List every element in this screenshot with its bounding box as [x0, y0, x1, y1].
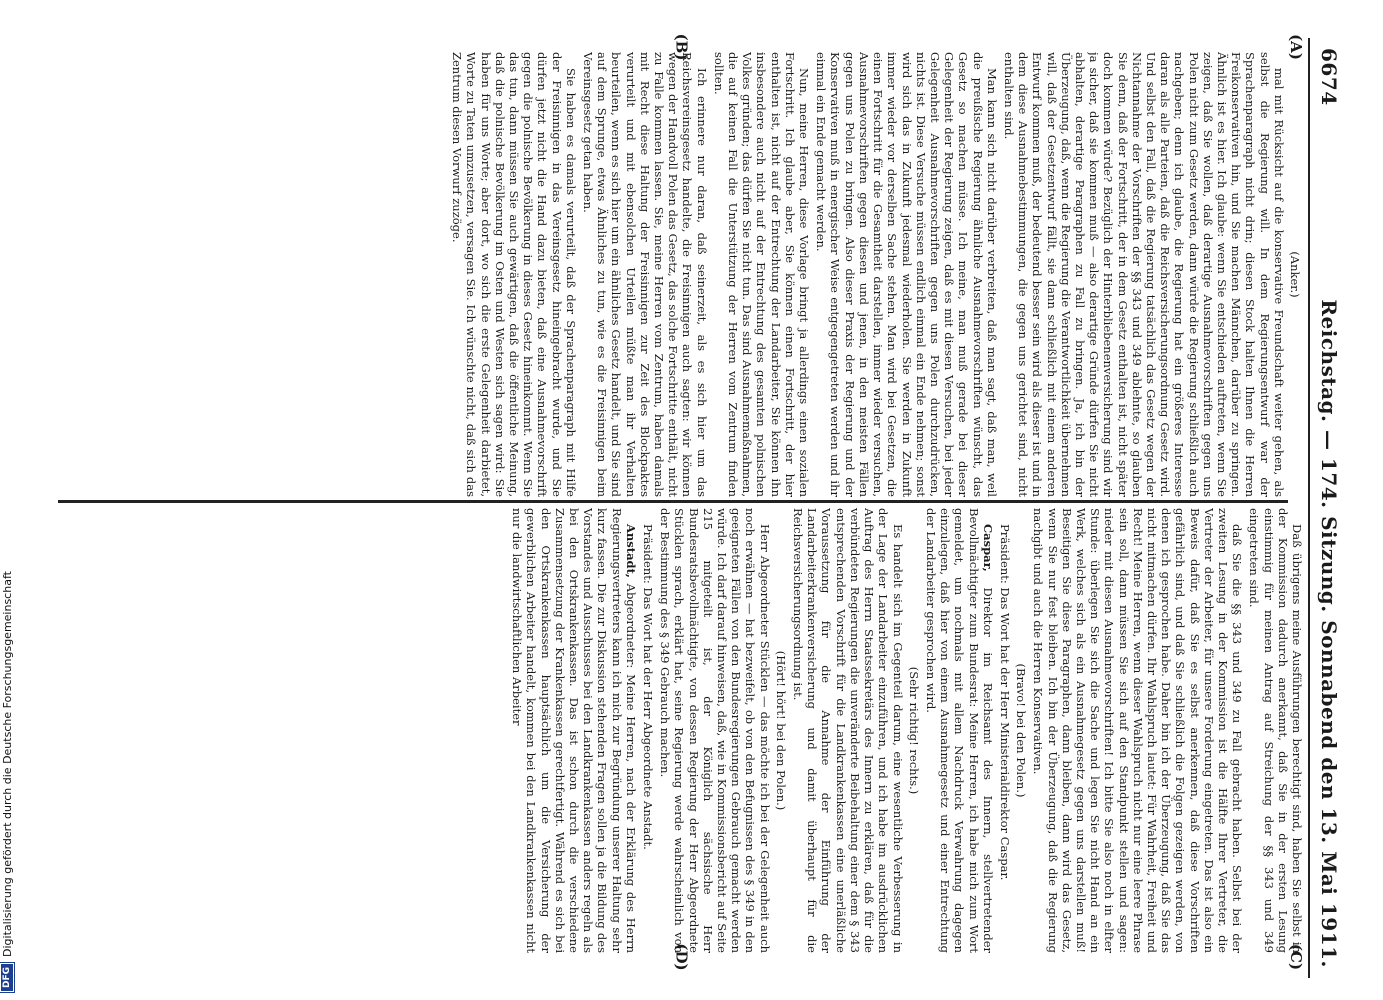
margin-marker-a: (A) — [1286, 34, 1305, 60]
anstadt-speech — [510, 508, 638, 953]
speaker-caspar: Caspar, — [980, 524, 995, 572]
caspar-speech — [924, 508, 995, 953]
credit-text: Digitalisierung gefördert durch die Deutsche Forschungsgemeinschaft — [0, 571, 14, 957]
margin-marker-d: (D) — [672, 943, 691, 971]
interjection-sehr-richtig: (Sehr richtig! rechts.) — [906, 666, 921, 795]
speaker-anstadt: Anstadt, — [623, 524, 638, 578]
interjection-bravo: (Bravo! bei den Polen.) — [1014, 663, 1029, 798]
scanned-page — [58, 33, 1348, 978]
page-header — [1308, 38, 1348, 978]
page-number: 6674 — [1317, 48, 1341, 106]
interjection-hort: (Hört! hört! bei den Polen.) — [773, 650, 788, 811]
right-column — [114, 508, 1304, 953]
dfg-logo: DFG — [0, 963, 14, 992]
left-column — [114, 52, 1304, 497]
caspar-speech-continued-2: Herr Abgeordneter Stücklen — das möchte ich bei der Gelegenheit auch noch erwähnen — hat bezweifelt, ob von den Befugnissen des § 349 in den geeigneten Fällen von den Bundesregierungen Gebrauch gemacht werden würde. Ich darf darauf hinweisen, daß, wie in Kommissionsbericht auf Seite 215 mitgeteilt ist, der Königlich sächsische Herr Bundesratsbevollmächtigte, von dessen Regierung der Herr Abgeordnete Stücklen sprach, erklärt hat, seine Regierung werde wahrscheinlich von der Bestimmung des § 349 Gebrauch machen. — [658, 508, 772, 953]
margin-marker-c: (C) — [1287, 943, 1306, 971]
speaker-tag: (Anker.) — [1288, 251, 1302, 298]
page-title: Reichstag. — 174. Sitzung. Sonnabend den 13. Mai 1911. — [1317, 299, 1341, 968]
left-paragraph: Ich erinnere nur daran, daß seinerzeit, als es sich hier um das Reichsvereinsgesetz handelte, die Freisinnigen auch sagten: wir können wegen der Handvoll Polen das Gesetz, das solche Fortschritte enthält, nicht zu Falle kommen lassen. Sie, meine Herren vom Zentrum, haben damals mit Recht diese Haltung der Freisinnigen zur Zeit des Blockpaktes verurteilt und mit ebensolchen Urteilen müßte man ihr Verhalten beurteilen, wenn es sich hier um ein ähnliches Gesetz handelt, und Sie sind auf dem Sprunge, etwas Ähnliches zu tun, wie es die Freisinnigen beim Vereinsgesetz getan haben. — [581, 52, 709, 497]
caspar-speech-continued: Es handelt sich im Gegenteil darum, eine wesentliche Verbesserung in der Lage der Landarbeiter einzuführen, und ich habe im ausdrücklichen Auftrag des Herrn Staatssekretärs des Innern zu erklären, daß für die verbündeten Regierungen die unveränderte Beibehaltung einer dem § 343 entsprechenden Vorschrift für die Landkrankenkassen eine unerläßliche Voraussetzung für die Annahme der Einführung der Landarbeiterkrankenversicherung und damit überhaupt für die Reichsversicherungsordnung ist. — [791, 508, 905, 953]
column-divider — [58, 500, 1288, 503]
caspar-speech-text: Direktor im Reichsamt des Innern, stellvertretender Bevollmächtigter zum Bundesrat: Meine Herren, ich habe mich zum Wort gemeldet, um nochmals mit allem Nachdruck Verwahrung dagegen einzulegen, daß hier von einem Ausnahmegesetz und einer Entrechtung der Landarbeiter gesprochen wird. — [923, 508, 995, 953]
right-paragraph: Daß übrigens meine Ausführungen berechtigt sind, haben Sie selbst in der Kommission dadurch anerkannt, daß Sie in der ersten Lesung einstimmig für meinen Antrag auf Streichung der §§ 343 und 349 eingetreten sind. — [1247, 508, 1304, 953]
credit-text-wrap — [0, 571, 14, 992]
anstadt-speech-text: Abgeordneter: Meine Herren, nach der Erklärung des Herrn Regierungsvertreters kann ich mich zur Begründung unserer Haltung sehr kurz fassen. Die zur Diskussion stehenden Fragen sollen ja die Bildung des Vorstandes und Ausschusses bei den Landkrankenkassen anders regeln als bei den Ortskrankenkassen. Das ist schon durch die verschiedene Zusammensetzung der Krankenkassen gerechtfertigt. Während es sich bei den Ortskrankenkassen hauptsächlich um die Versicherung der gewerblichen Arbeiter handelt, kommen bei den Landkrankenkassen nicht nur die landwirtschaftlichen Arbeiter — [510, 508, 638, 953]
left-paragraph: Sie haben es damals verurteilt, daß der Sprachenparagraph mit Hilfe der Freisinnigen in das Vereinsgesetz hineingebracht wurde, und Sie dürfen jetzt nicht die Hand dazu bieten, daß eine Ausnahmevorschrift gegen die polnische Bevölkerung in dieses Gesetz hineinkommt. Wenn Sie das tun, dann müssen Sie auch gewärtigen, daß die öffentliche Meinung, daß die polnische Bevölkerung im Osten und Westen sich sagen wird: Sie haben für uns Worte; aber dort, wo sich die erste Gelegenheit darbietet, Worte zu Taten umzusetzen, versagen Sie. Ich wünschte nicht, daß sich das Zentrum diesen Vorwurf zuzöge. — [450, 52, 578, 497]
left-paragraph: Man kann sich nicht darüber verbreiten, daß man sagt, daß man, weil die preußische Regierung ähnliche Ausnahmevorschriften wünscht, das Gesetz so machen müsse. Ich meine, man muß gerade bei dieser Gelegenheit der Regierung zeigen, daß es mit diesen Versuchen, bei jeder Gelegenheit Ausnahmevorschriften gegen uns Polen durchzudrücken, nichts ist. Diese Versuche müssen endlich einmal ein Ende nehmen; sonst wird sich das in Zukunft jedesmal wiederholen. Sie werden in Zukunft immer wieder vor derselben Sache stehen. Man wird bei Gesetzen, die einen Fortschritt für die Gesamtheit darstellen, immer wieder versuchen, Ausnahmevorschriften gegen diesen und jenen, in den meisten Fällen gegen uns Polen zu bringen. Also dieser Praxis der Regierung und der Konservativen muß in energischer Weise entgegengetreten werden und ihr einmal ein Ende gemacht werden. — [814, 52, 999, 497]
left-paragraph: mal mit Rücksicht auf die konservative Freundschaft weiter gehen, als selbst die Regierung will. In dem Regierungsentwurf war der Sprachenparagraph nicht drin; diesen Stock halten Ihnen die Herren Freikonservativen hin, und Sie machen Männchen, darüber zu springen. Ähnlich ist es hier. Ich glaube: wenn Sie entschieden auftreten, wenn Sie zeigen, daß Sie wollen, daß derartige Ausnahmevorschriften gegen uns Polen nicht zum Gesetz werden, dann würde die Regierung schließlich auch nachgeben; denn ich glaube, die Regierung hat ein größeres Interesse daran als alle Parteien, daß die Reichsversicherungsordnung Gesetz wird. Und selbst den Fall, daß die Regierung tatsächlich das Gesetz wegen der Nichtannahme der Vorschriften der §§ 343 und 349 ablehnte, so glauben Sie denn, daß der Fortschritt, der in dem Gesetz enthalten ist, nicht später doch kommen würde? Bezüglich der Hinterbliebenenversicherung sind wir ja sicher, daß sie kommen muß — also derartige Gründe dürfen Sie nicht abhalten, derartige Paragraphen zu Fall zu bringen. Ja, ich bin der Überzeugung, daß, wenn die Regierung die Verantwortlichkeit übernehmen will, daß der Gesetzentwurf fällt, sie dann schließlich mit einem anderen Entwurf kommen muß, der bedeutend besser sein wird als dieser ist und in dem diese Ausnahmebestimmungen, die gegen uns gerichtet sind, nicht enthalten sind. — [1001, 52, 1286, 497]
left-paragraph: Nun, meine Herren, diese Vorlage bringt ja allerdings einen sozialen Fortschritt. Ich glaube aber, Sie können einen Fortschritt, der hier enthalten ist, nicht auf der Entrechtung der Landarbeiter, Sie können ihn insbesondere auch nicht auf der Entrechtung des gesamten polnischen Volkes gründen; das dürfen Sie nicht tun. Das sind Ausnahmemaßnahmen, die auf keinen Fall die Unterstützung der Herren vom Zentrum finden sollten. — [711, 52, 812, 497]
credit-strip — [2, 0, 26, 1000]
margin-marker-b: (B) — [672, 33, 691, 61]
right-paragraph: daß Sie die §§ 343 und 349 zu Fall gebracht haben. Selbst bei der zweiten Lesung in der Kommission ist die Hälfte Ihrer Vertreter, die Vertreter der Arbeiter, für unsere Forderung eingetreten. Das ist also ein Beweis dafür, daß Sie es selbst anerkennen, daß diese Vorschriften gefährlich sind, und daß Sie schließlich die Folgen gezeigen werden, von denen ich gesprochen habe. Daher bin ich der Überzeugung, daß Sie das nicht mitmachen dürfen. Ihr Wahlspruch lautet: Für Wahrheit, Freiheit und Recht! Meine Herren, wenn dieser Wahlspruch nicht nur eine leere Phrase sein soll, dann müssen Sie sich auf den Standpunkt stellen und sagen: nieder mit diesen Ausnahmevorschriften! Ich bitte Sie also noch in elfter Stunde: überlegen Sie sich die Sache und legen Sie nicht Hand an ein Werk, welches sich als ein Ausnahmegesetz gegen uns darstellen muß! Beseitigen Sie diese Paragraphen, dann bleiben, dann wird das Gesetz, wenn Sie nur fest bleiben. Ich bin der Überzeugung, daß die Regierung nachgibt und auch die Herren Konservativen. — [1031, 508, 1245, 953]
president-remark: Präsident: Das Wort hat der Herr Ministerialdirektor Caspar. — [997, 524, 1012, 881]
president-remark-2: Präsident: Das Wort hat der Herr Abgeordnete Anstadt. — [641, 524, 656, 850]
